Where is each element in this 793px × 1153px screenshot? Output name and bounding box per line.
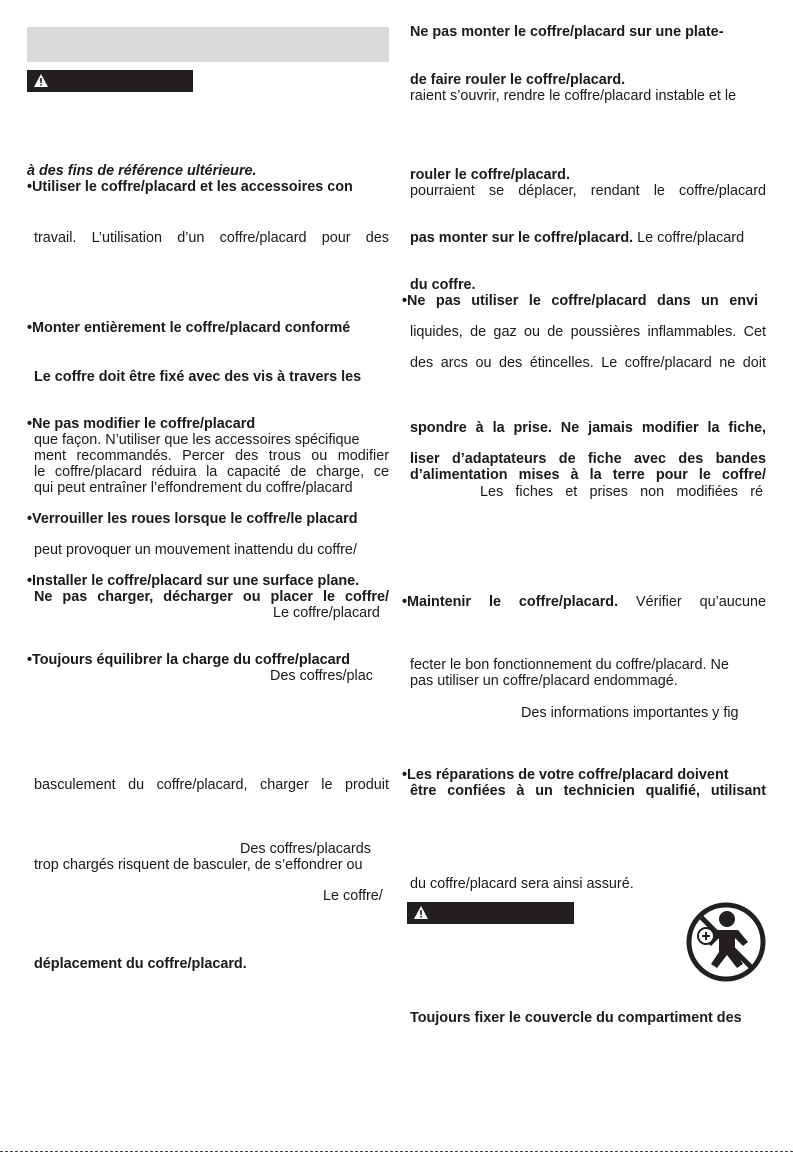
text-line: du coffre/placard sera ainsi assuré. <box>410 876 634 892</box>
text-line: à des fins de référence ultérieure. <box>27 163 257 179</box>
text-line: trop chargés risquent de basculer, de s’effondrer ou <box>34 857 363 873</box>
warning-triangle-icon <box>413 905 429 920</box>
text-line: d’alimentation mises à la terre pour le coffre/ <box>410 467 766 483</box>
text-line: pas utiliser un coffre/placard endommagé. <box>410 673 678 689</box>
text-line: le coffre/placard réduira la capacité de charge, ce <box>34 464 389 480</box>
text-line: liser d’adaptateurs de fiche avec des bandes <box>410 451 766 467</box>
text-line: basculement du coffre/placard, charger le produit <box>34 777 389 793</box>
text-line: liquides, de gaz ou de poussières inflammables. Cet <box>410 324 766 340</box>
safety-item-heading: •Monter entièrement le coffre/placard conformé <box>27 320 351 336</box>
safety-item-heading <box>402 594 766 611</box>
warning-label-bar <box>27 70 193 92</box>
text-line: des arcs ou des étincelles. Le coffre/placard ne doit <box>410 355 766 371</box>
warning-triangle-icon <box>33 73 49 88</box>
text-bold: pas monter sur le coffre/placard. <box>410 230 634 246</box>
text-line: Toujours fixer le couvercle du compartiment des <box>410 1010 742 1026</box>
text-bold: •Maintenir le coffre/placard. <box>402 594 619 610</box>
text-line: être confiées à un technicien qualifié, utilisant <box>410 783 766 799</box>
text-line: Ne pas charger, décharger ou placer le coffre/ <box>34 589 389 605</box>
safety-item-heading: •Les réparations de votre coffre/placard doivent <box>402 767 729 783</box>
text-line: Les fiches et prises non modifiées ré <box>480 484 763 500</box>
safety-item-heading: •Ne pas utiliser le coffre/placard dans un envi <box>402 293 758 309</box>
text-line <box>410 230 744 247</box>
text-line: Ne pas monter le coffre/placard sur une plate- <box>410 24 724 40</box>
text-line: de faire rouler le coffre/placard. <box>410 72 626 88</box>
text-line: Le coffre doit être fixé avec des vis à travers les <box>34 369 362 385</box>
page-cut-line <box>0 1151 793 1152</box>
text-line: rouler le coffre/placard. <box>410 167 570 183</box>
text-line: Des coffres/plac <box>270 668 373 684</box>
text-line: raient s’ouvrir, rendre le coffre/placard instable et le <box>410 88 737 104</box>
text-line: ment recommandés. Percer des trous ou modifier <box>34 448 389 464</box>
text-regular: Vérifier qu’aucune <box>618 594 767 610</box>
safety-item-heading: •Toujours équilibrer la charge du coffre/placard <box>27 652 351 668</box>
text-line: Le coffre/ <box>323 888 383 904</box>
text-line: Des informations importantes y fig <box>521 705 739 721</box>
text-line: fecter le bon fonctionnement du coffre/placard. Ne <box>410 657 729 673</box>
text-line: que façon. N’utiliser que les accessoires spécifique <box>34 432 360 448</box>
safety-item-heading: •Installer le coffre/placard sur une surface plane. <box>27 573 360 589</box>
text-regular: Le coffre/placard <box>633 230 745 246</box>
text-line: travail. L’utilisation d’un coffre/placard pour des <box>34 230 389 246</box>
warning-label-bar <box>407 902 574 924</box>
safety-item-heading: •Verrouiller les roues lorsque le coffre/le placard <box>27 511 358 527</box>
text-line: Le coffre/placard <box>273 605 380 621</box>
safety-item-heading: •Ne pas modifier le coffre/placard <box>27 416 256 432</box>
text-line: peut provoquer un mouvement inattendu du coffre/ <box>34 542 357 558</box>
text-line: du coffre. <box>410 277 476 293</box>
text-line: spondre à la prise. Ne jamais modifier la fiche, <box>410 420 766 436</box>
no-children-battery-icon <box>686 902 766 982</box>
text-line: qui peut entraîner l’effondrement du coffre/placard <box>34 480 353 496</box>
safety-item-heading: •Utiliser le coffre/placard et les accessoires con <box>27 179 353 195</box>
text-line: pourraient se déplacer, rendant le coffre/placard <box>410 183 766 199</box>
text-line: déplacement du coffre/placard. <box>34 956 247 972</box>
section-header-bar <box>27 27 389 62</box>
text-line: Des coffres/placards <box>240 841 371 857</box>
